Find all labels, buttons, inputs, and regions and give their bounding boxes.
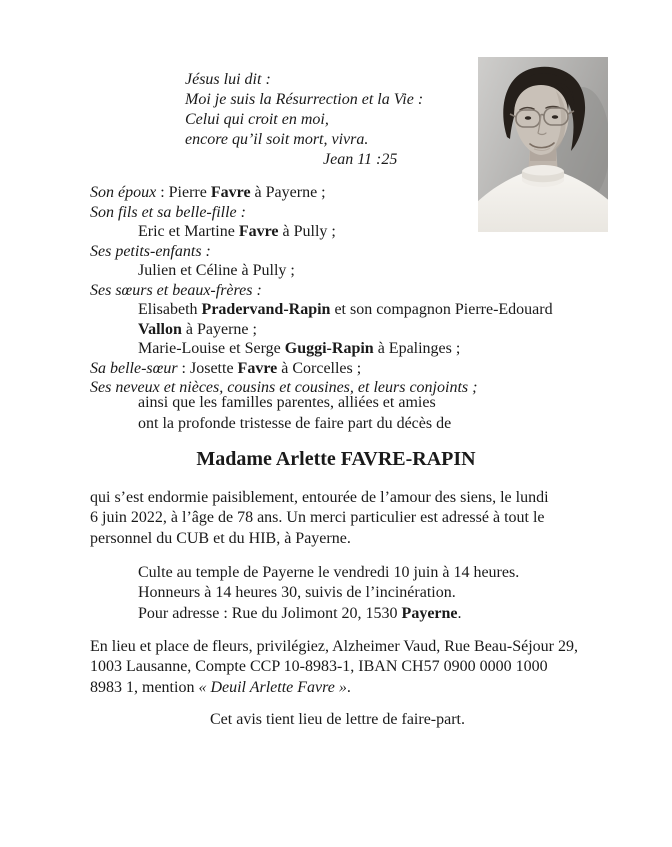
family-line-grandchildren: Julien et Céline à Pully ;: [138, 262, 295, 279]
family-list: [90, 183, 553, 398]
relation-label: Son époux: [90, 184, 157, 201]
family-name: Guggi-Rapin: [284, 340, 374, 357]
ceremony-address-line: [138, 604, 519, 624]
family-line-son: [90, 222, 553, 242]
family-text: à Epalinges ;: [373, 340, 461, 357]
deceased-name: Madame Arlette FAVRE-RAPIN: [196, 448, 476, 470]
family-line-relatives: Ses neveux et nièces, cousins et cousines, et leurs conjoints ;: [90, 379, 478, 396]
donations-line: En lieu et place de fleurs, privilégiez, Alzheimer Vaud, Rue Beau-Séjour 29,: [90, 638, 578, 655]
family-text: à Corcelles ;: [277, 359, 362, 377]
intro-line: ont la profonde tristesse de faire part du décès de: [138, 414, 452, 432]
family-text: : Josette: [177, 359, 238, 377]
family-line-sibling1: [90, 300, 553, 320]
donations-line: 1003 Lausanne, Compte CCP 10-8983-1, IBAN CH57 0900 0000 1000: [90, 658, 548, 676]
ceremony-text: .: [457, 604, 462, 622]
ceremony-city: Payerne: [401, 604, 458, 622]
scripture-quote: [185, 70, 423, 170]
closing-line: Cet avis tient lieu de lettre de faire-part.: [210, 711, 465, 728]
family-text: à Pully ;: [278, 223, 336, 240]
donations-text: 8983 1, mention: [90, 678, 199, 696]
scripture-line: Jésus lui dit :: [185, 71, 271, 88]
family-heading-grandchildren: Ses petits-enfants :: [90, 242, 211, 260]
family-text: à Payerne ;: [181, 320, 257, 338]
family-text: : Pierre: [156, 184, 211, 201]
death-notice-paragraph: [90, 488, 549, 549]
family-heading-son: Son fils et sa belle-fille :: [90, 203, 246, 221]
notice-line: qui s’est endormie paisiblement, entourée de l’amour des siens, le lundi: [90, 489, 549, 506]
family-name: Favre: [237, 359, 278, 377]
family-name: Favre: [210, 184, 251, 201]
scripture-line: Celui qui croit en moi,: [185, 111, 329, 128]
intro-line: ainsi que les familles parentes, alliées et amies: [138, 394, 436, 411]
notice-line: 6 juin 2022, à l’âge de 78 ans. Un merci particulier est adressé à tout le: [90, 509, 545, 527]
intro-lines: [138, 393, 451, 434]
family-text: et son compagnon Pierre-Edouard: [330, 301, 553, 318]
family-line-sibling2: [90, 339, 553, 359]
family-name: Favre: [238, 223, 279, 240]
donations-paragraph: [90, 637, 578, 698]
ceremony-line: Culte au temple de Payerne le vendredi 10 juin à 14 heures.: [138, 564, 520, 581]
ceremony-details: [138, 563, 519, 624]
family-line-sibling1-cont: [90, 320, 553, 340]
family-line-spouse: [90, 183, 553, 203]
notice-line: personnel du CUB et du HIB, à Payerne.: [90, 529, 351, 547]
scripture-line: encore qu’il soit mort, vivra.: [185, 131, 369, 148]
donations-mention-line: [90, 678, 578, 698]
family-text: Elisabeth: [138, 301, 202, 318]
donations-mention: « Deuil Arlette Favre »: [198, 678, 347, 696]
scripture-line: Moi je suis la Résurrection et la Vie :: [185, 91, 424, 108]
family-text: Marie-Louise et Serge: [138, 340, 285, 357]
family-text: Eric et Martine: [138, 223, 239, 240]
family-name: Vallon: [138, 320, 182, 338]
relation-label: Sa belle-sœur: [90, 359, 178, 377]
family-line-sister-in-law: [90, 359, 553, 379]
ceremony-text: Pour adresse : Rue du Jolimont 20, 1530: [138, 604, 402, 622]
ceremony-line: Honneurs à 14 heures 30, suivis de l’incinération.: [138, 584, 456, 602]
family-heading-siblings: Ses sœurs et beaux-frères :: [90, 281, 262, 299]
family-name: Pradervand-Rapin: [201, 301, 331, 318]
donations-text: .: [346, 678, 351, 696]
family-text: à Payerne ;: [250, 184, 326, 201]
scripture-attribution: Jean 11 :25: [323, 151, 398, 168]
